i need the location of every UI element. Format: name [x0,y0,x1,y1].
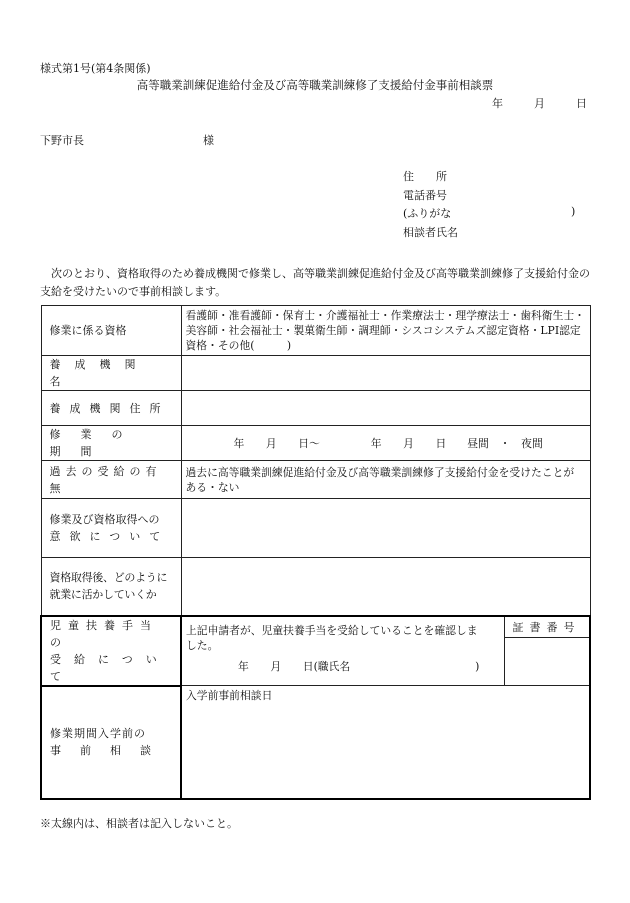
institution-address-label-cell [41,391,181,426]
qualification-options: 看護師・准看護師・保育士・介護福祉士・作業療法士・理学療法士・歯科衛生士・美容師・社会福祉士・製菓衛生師・調理師・シスコシステムズ認定資格・LPI認定資格・その他( ) [185,309,585,352]
past-input[interactable] [181,461,590,499]
cert-number-input[interactable] [504,637,590,685]
motivation-label-2: 意欲について [49,530,170,543]
form-title: 高等職業訓練促進給付金及び高等職業訓練修了支援給付金事前相談票 [136,78,494,92]
date-month: 月 [534,97,545,110]
motivation-label-1: 修業及び資格取得への [49,513,160,526]
qualification-value-cell[interactable] [181,306,590,356]
table-row [41,391,590,426]
period-end: 年 月 日 [370,436,447,450]
institution-address-input[interactable] [181,391,590,426]
pre-label-cell [41,686,181,799]
institution-address-label: 養成機関住所 [49,401,170,415]
allowance-close: ) [475,659,480,673]
form-number: 様式第1号(第4条関係) [40,62,151,75]
cert-label-cell [504,616,590,638]
table-row [41,686,590,799]
allowance-date: 年 月 日(職氏名 [238,659,351,673]
consultation-table [40,305,591,800]
motivation-input[interactable] [181,499,590,558]
furigana-close: ) [571,205,576,218]
date-year: 年 [492,97,503,110]
date-day: 日 [576,97,587,110]
table-row [41,306,590,356]
address-label: 住 所 [403,170,447,183]
cert-label: 証書番号 [512,620,581,634]
pre-label-2: 事前相談 [50,744,170,757]
table-row [41,558,590,616]
pre-consult-date-label: 入学前事前相談日 [186,689,273,702]
table-row [41,356,590,391]
furigana-label: (ふりがな [403,207,452,220]
allowance-confirm-text: 上記申請者が、児童扶養手当を受給していることを確認しました。 [186,623,478,652]
intro-text: 次のとおり、資格取得のため養成機関で修業し、高等職業訓練促進給付金及び高等職業訓練修了支援給付金の支給を受けたいので事前相談します。 [40,267,590,298]
institution-label: 養成機関名 [49,358,150,388]
table-row [41,461,590,499]
pre-label-1: 修業期間入学前の [50,727,146,740]
footnote: ※太線内は、相談者は記入しないこと。 [40,817,238,830]
period-label-cell [41,426,181,461]
past-label-cell [41,461,181,499]
motivation-label-cell [41,499,181,558]
phone-label: 電話番号 [403,189,447,202]
past-label: 過去の受給の有無 [49,464,162,495]
pre-consult-input[interactable] [181,686,590,799]
institution-input[interactable] [181,356,590,391]
period-input[interactable] [181,426,590,461]
allowance-confirm-cell[interactable] [181,616,504,686]
table-row [41,426,590,461]
qualification-label-cell [41,306,181,356]
table-row [41,499,590,558]
institution-label-cell [41,356,181,391]
allowance-label-cell [41,616,181,686]
qualification-label: 修業に係る資格 [49,324,127,337]
table-row [41,616,590,638]
period-label: 修業の期間 [49,428,143,458]
past-value: 過去に高等職業訓練促進給付金及び高等職業訓練修了支援給付金を受けたことが ある・ない [185,465,585,494]
employment-label-cell [41,558,181,616]
period-start: 年 月 日〜 [233,436,320,450]
period-options: 昼間 ・ 夜間 [467,436,543,450]
allowance-label-2: 受給について [50,652,170,683]
employment-label-1: 資格取得後、どのように [49,571,168,585]
allowance-label-1: 児童扶養手当の [50,618,158,649]
employment-input[interactable] [181,558,590,616]
addressee-name: 下野市長 [40,134,84,147]
addressee-honorific: 様 [203,134,214,147]
employment-label-2: 就業に活かしていくか [49,588,157,602]
date-line [492,95,587,111]
applicant-name-label: 相談者氏名 [403,226,458,239]
